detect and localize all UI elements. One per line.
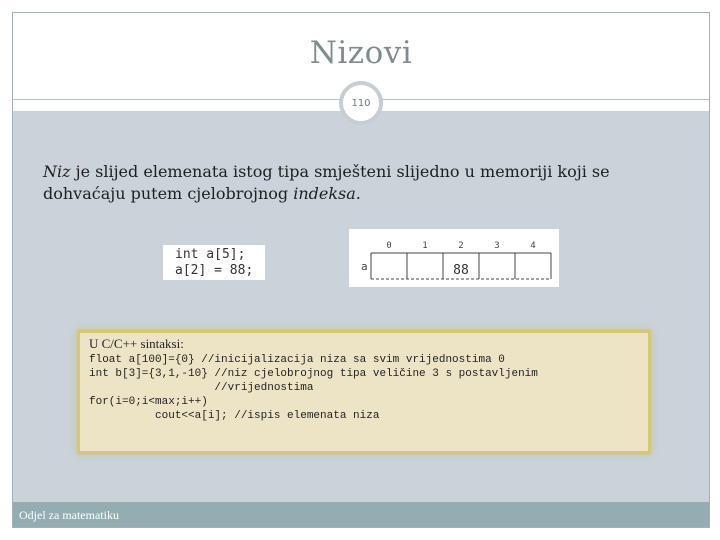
array-index-label: 0 bbox=[386, 241, 392, 251]
syntax-box bbox=[77, 330, 651, 454]
syntax-title: U C/C++ sintaksi: bbox=[89, 336, 184, 351]
footer-text: Odjel za matematiku bbox=[19, 508, 119, 522]
definition-paragraph bbox=[43, 161, 683, 205]
term-niz: Niz bbox=[43, 162, 71, 181]
term-indeksa: indeksa bbox=[293, 184, 356, 203]
array-name-label: a bbox=[361, 260, 368, 273]
array-index-label: 1 bbox=[422, 241, 428, 251]
slide bbox=[12, 12, 710, 528]
code-line: cout<<a[i]; //ispis elemenata niza bbox=[89, 410, 380, 422]
page-number: 110 bbox=[351, 97, 371, 109]
page-number-badge bbox=[339, 81, 383, 125]
array-diagram-image bbox=[349, 229, 559, 287]
definition-end: . bbox=[355, 184, 361, 203]
code-image-line-1: int a[5]; bbox=[175, 247, 246, 262]
array-diagram bbox=[349, 229, 559, 287]
code-image-line-2: a[2] = 88; bbox=[175, 263, 254, 278]
slide-title: Nizovi bbox=[309, 35, 413, 71]
code-block bbox=[89, 353, 639, 423]
code-example-image bbox=[163, 245, 265, 280]
array-cell-value: 88 bbox=[453, 263, 469, 278]
array-index-label: 3 bbox=[494, 241, 500, 251]
slide-footer bbox=[13, 502, 709, 527]
code-line: //vrijednostima bbox=[89, 382, 314, 394]
code-line: int b[3]={3,1,-10} //niz cjelobrojnog tipa veličine 3 s postavljenim bbox=[89, 368, 538, 380]
code-line: float a[100]={0} //inicijalizacija niza sa svim vrijednostima 0 bbox=[89, 354, 505, 366]
code-line: for(i=0;i<max;i++) bbox=[89, 396, 208, 408]
definition-text: je slijed elemenata istog tipa smješteni slijedno u memoriji koji se dohvaćaju putem cjelobrojnog bbox=[43, 162, 610, 203]
array-index-label: 2 bbox=[458, 241, 464, 251]
array-index-label: 4 bbox=[530, 241, 536, 251]
